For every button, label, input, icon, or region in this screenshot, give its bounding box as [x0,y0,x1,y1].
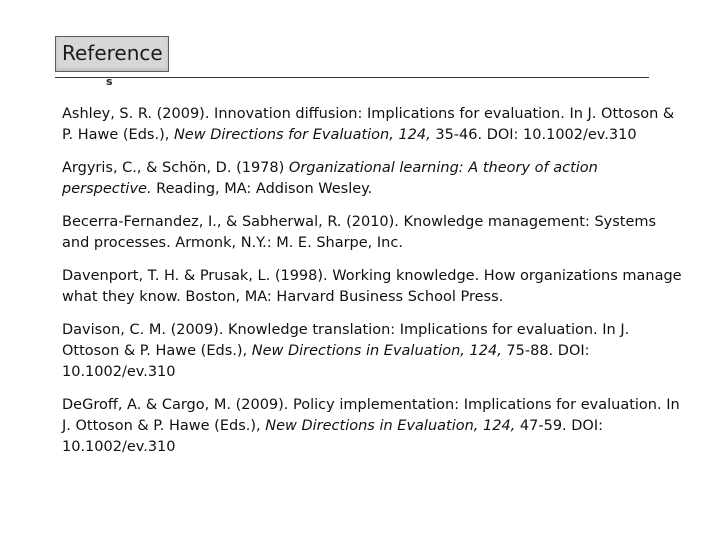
reference-item [62,395,682,458]
reference-italic: New Directions in Evaluation, 124, [251,343,502,359]
reference-text-end: 35-46. DOI: 10.1002/ev.310 [430,127,637,143]
reference-list [62,104,682,470]
reference-text: Davenport, T. H. & Prusak, L. (1998). Working knowledge. How organizations manage what they know. Boston, MA: Harvard Business School Press. [62,268,682,305]
reference-text: Ashley, S. R. (2009). Innovation diffusion: Implications for evaluation. In J. Ottoson & P. Hawe (Eds.), [62,106,675,143]
reference-text: Becerra-Fernandez, I., & Sabherwal, R. (2010). Knowledge management: Systems and processes. Armonk, N.Y.: M. E. Sharpe, Inc. [62,214,657,251]
reference-item [62,158,682,200]
reference-text-end: 47-59. DOI: 10.1002/ev.310 [62,418,603,455]
reference-italic: Organizational learning: A theory of action perspective. [62,160,598,197]
reference-italic: New Directions in Evaluation, 124, [265,418,516,434]
reference-item [62,266,682,308]
reference-text-end: Reading, MA: Addison Wesley. [151,181,373,197]
reference-italic: New Directions for Evaluation, 124, [173,127,431,143]
reference-text: Argyris, C., & Schön, D. (1978) [62,160,289,176]
reference-text-end: 75-88. DOI: 10.1002/ev.310 [62,343,590,380]
reference-item [62,320,682,383]
reference-text: DeGroff, A. & Cargo, M. (2009). Policy implementation: Implications for evaluation. In J. Ottoson & P. Hawe (Eds.), [62,397,680,434]
slide-title: Reference [62,41,163,65]
slide-title-overflow: s [106,75,113,88]
reference-text: Davison, C. M. (2009). Knowledge translation: Implications for evaluation. In J. Ottoson & P. Hawe (Eds.), [62,322,630,359]
title-divider [55,77,649,78]
reference-item [62,212,682,254]
reference-item [62,104,682,146]
